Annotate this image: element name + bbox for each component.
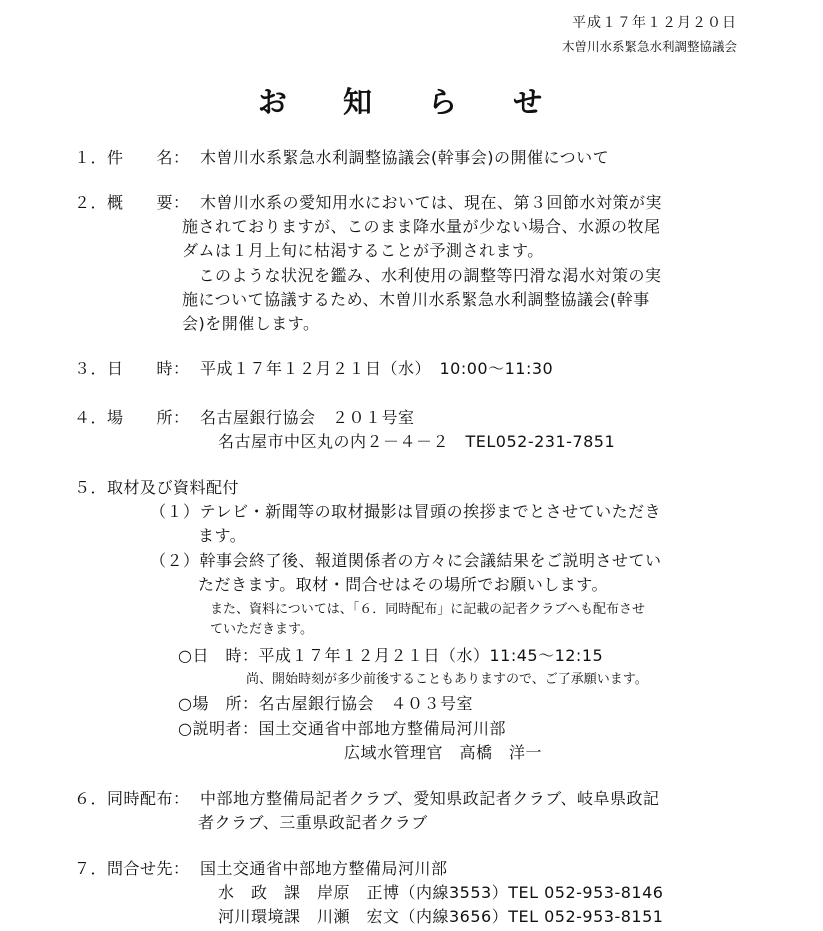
distribution-line: 者クラブ、三重県政記者クラブ — [198, 813, 428, 832]
briefing-time-note: 尚、開始時刻が多少前後することもありますので、ご了承願います。 — [246, 672, 648, 687]
summary-line: 会)を開催します。 — [182, 314, 320, 333]
coverage-note-line: ていただきます。 — [210, 622, 313, 637]
summary-line: このような状況を鑑み、水利使用の調整等円滑な渇水対策の実 — [182, 266, 662, 285]
item-place-venue: 名古屋銀行協会 ２０１号室 — [200, 408, 415, 427]
contact-person-2: 河川環境課 川瀬 宏文（内線3656）TEL 052-953-8151 — [218, 907, 664, 926]
item-place-address: 名古屋市中区丸の内２－４－２ TEL052-231-7851 — [218, 432, 616, 451]
summary-line: ダムは１月上旬に枯渇することが予測されます。 — [182, 241, 544, 260]
issue-date: 平成１７年１２月２０日 — [572, 15, 737, 31]
coverage-note-line: また、資料については、「６．同時配布」に記載の記者クラブへも配布させ — [210, 602, 645, 617]
item-subject-label: １．件 名： — [74, 148, 190, 167]
summary-line: 施されておりますが、このまま降水量が少ない場合、水源の牧尾 — [182, 217, 661, 236]
issuing-organization: 木曽川水系緊急水利調整協議会 — [561, 39, 737, 54]
page-title: お 知 ら せ — [257, 85, 566, 119]
briefing-time: ○日 時：平成１７年１２月２１日（水）11:45～12:15 — [178, 646, 604, 665]
contact-person-1: 水 政 課 岸原 正博（内線3553）TEL 052-953-8146 — [218, 883, 664, 902]
coverage-sub2-line: ただきます。取材・問合せはその場所でお願いします。 — [198, 575, 608, 594]
distribution-line: 中部地方整備局記者クラブ、愛知県政記者クラブ、岐阜県政記 — [200, 789, 660, 808]
item-distribution-label: ６．同時配布： — [74, 789, 190, 808]
briefing-speaker: ○説明者：国土交通省中部地方整備局河川部 — [178, 719, 506, 738]
coverage-sub1-line: （１）テレビ・新聞等の取材撮影は冒頭の挨拶までとさせていただき — [150, 502, 662, 521]
item-coverage-label: ５．取材及び資料配付 — [74, 478, 240, 497]
briefing-place: ○場 所：名古屋銀行協会 ４０３号室 — [178, 694, 473, 713]
item-contact-label: ７．問合せ先： — [74, 859, 190, 878]
coverage-sub2-line: （２）幹事会終了後、報道関係者の方々に会議結果をご説明させてい — [150, 551, 662, 570]
briefing-speaker-name: 広域水管理官 高橋 洋一 — [344, 743, 543, 762]
item-datetime-text: 平成１７年１２月２１日（水） 10:00～11:30 — [200, 359, 554, 378]
item-datetime-label: ３．日 時： — [74, 359, 190, 378]
contact-department: 国土交通省中部地方整備局河川部 — [200, 859, 448, 878]
item-subject-text: 木曽川水系緊急水利調整協議会(幹事会)の開催について — [200, 148, 610, 167]
coverage-sub1-line: ます。 — [198, 526, 247, 545]
item-place-label: ４．場 所： — [74, 408, 190, 427]
item-summary-label: ２．概 要： — [74, 193, 190, 212]
summary-line: 施について協議するため、木曽川水系緊急水利調整協議会(幹事 — [182, 290, 650, 309]
summary-line: 木曽川水系の愛知用水においては、現在、第３回節水対策が実 — [200, 193, 663, 212]
